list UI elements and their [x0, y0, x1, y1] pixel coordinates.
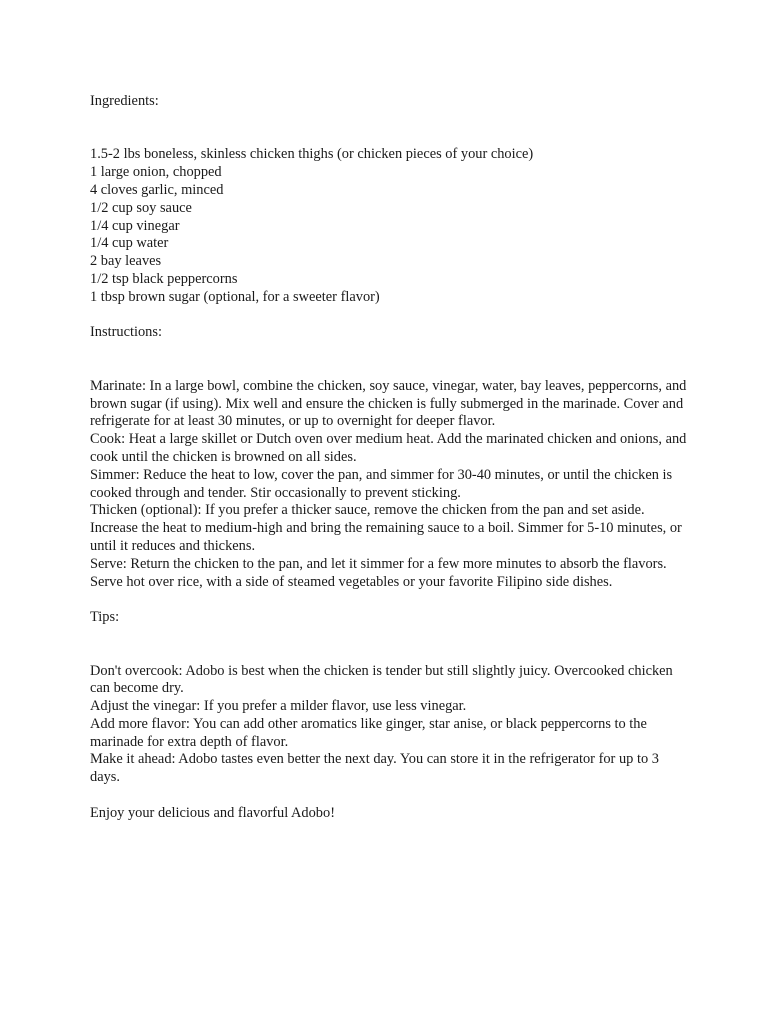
ingredient-item: 1.5-2 lbs boneless, skinless chicken thighs (or chicken pieces of your choice) — [90, 146, 534, 163]
tip-item: Add more flavor: You can add other aromatics like ginger, star anise, or black peppercorns to the marinade for extra depth of flavor. — [90, 715, 647, 750]
ingredients-heading: Ingredients: — [90, 93, 159, 109]
ingredient-item: 2 bay leaves — [90, 253, 162, 270]
ingredient-item: 1 large onion, chopped — [90, 164, 222, 181]
spacer — [90, 787, 690, 805]
instruction-step: Simmer: Reduce the heat to low, cover the pan, and simmer for 30-40 minutes, or until the chicken is cooked through and tender. Stir occasionally to prevent sticking. — [90, 466, 673, 501]
instruction-step: Marinate: In a large bowl, combine the chicken, soy sauce, vinegar, water, bay leaves, peppercorns, and brown sugar (if using). Mix well and ensure the chicken is fully submerged in the marinade. Cover and refrigerate for at least 30 minutes, or up to overnight for deeper flavor. — [90, 377, 687, 430]
tips-list — [90, 663, 690, 788]
ingredient-item: 4 cloves garlic, minced — [90, 181, 224, 198]
instruction-step: Thicken (optional): If you prefer a thicker sauce, remove the chicken from the pan and set aside. Increase the heat to medium-high and bring the remaining sauce to a boil. Simmer for 5-10 minutes, or until it reduces and thickens. — [90, 502, 682, 554]
ingredients-list — [90, 146, 690, 306]
spacer — [90, 307, 690, 325]
instructions-heading: Instructions: — [90, 324, 162, 341]
tip-item: Make it ahead: Adobo tastes even better the next day. You can store it in the refrigerator for up to 3 days. — [90, 751, 659, 786]
ingredient-item: 1/4 cup water — [90, 235, 169, 252]
ingredient-item: 1/2 tsp black peppercorns — [90, 270, 238, 287]
spacer — [90, 627, 690, 663]
document-page — [90, 93, 690, 823]
instruction-step: Serve: Return the chicken to the pan, and let it simmer for a few more minutes to absorb the flavors. Serve hot over rice, with a side of steamed vegetables or your favorite Filipino side dishes. — [90, 555, 667, 590]
ingredient-item: 1 tbsp brown sugar (optional, for a sweeter flavor) — [90, 288, 380, 305]
tips-heading: Tips: — [90, 609, 120, 626]
ingredient-item: 1/4 cup vinegar — [90, 217, 180, 234]
instruction-step: Cook: Heat a large skillet or Dutch oven over medium heat. Add the marinated chicken and onions, and cook until the chicken is browned on all sides. — [90, 431, 687, 465]
tip-item: Adjust the vinegar: If you prefer a milder flavor, use less vinegar. — [90, 698, 467, 715]
spacer — [90, 111, 690, 147]
closing-line: Enjoy your delicious and flavorful Adobo! — [90, 804, 335, 821]
spacer — [90, 591, 690, 609]
tip-item: Don't overcook: Adobo is best when the chicken is tender but still slightly juicy. Overcooked chicken can become dry. — [90, 662, 673, 697]
spacer — [90, 342, 690, 378]
instructions-list — [90, 378, 690, 592]
ingredient-item: 1/2 cup soy sauce — [90, 199, 192, 216]
